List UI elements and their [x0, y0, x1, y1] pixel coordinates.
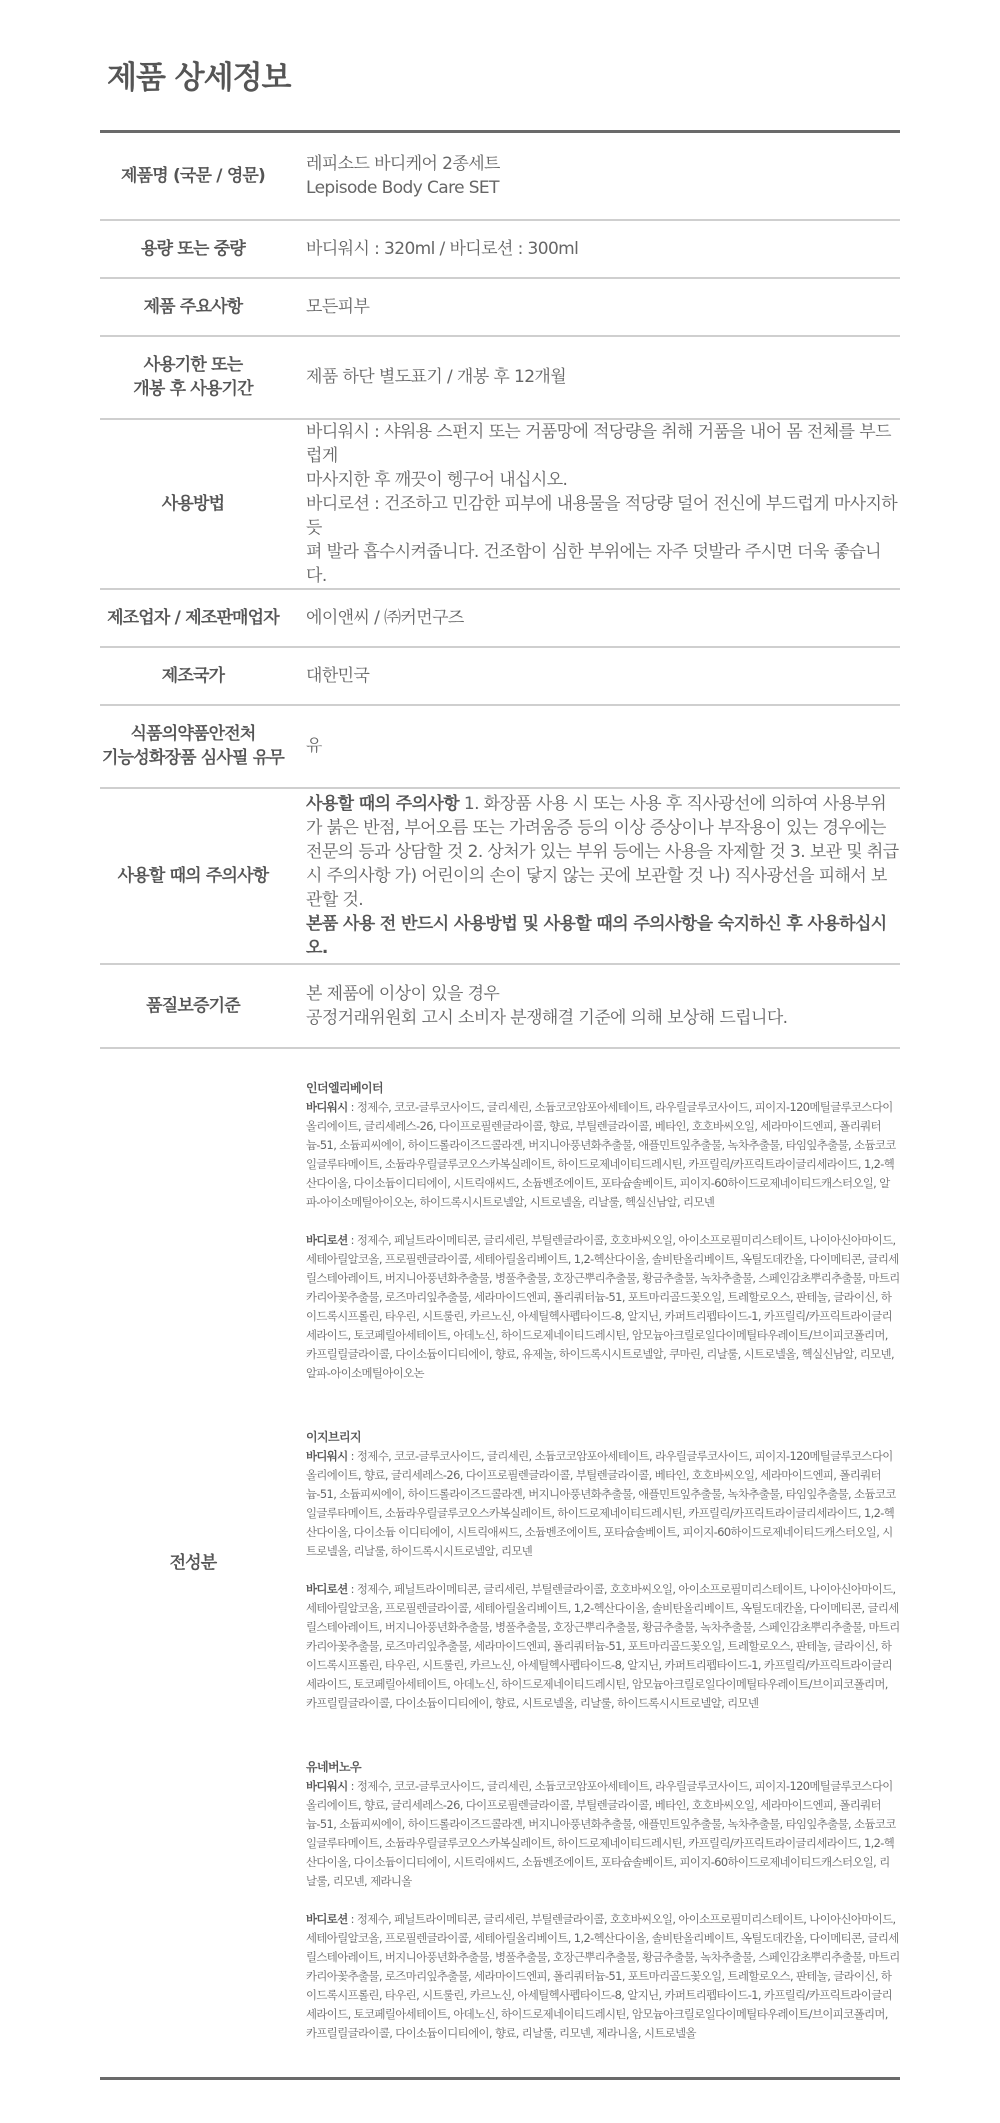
row-value — [306, 964, 900, 1048]
value-line: 모든피부 — [306, 296, 370, 317]
row-label: 제조국가 — [100, 647, 286, 705]
table-row — [100, 964, 900, 1048]
value-line: 공정거래위원회 고시 소비자 분쟁해결 기준에 의해 보상해 드립니다. — [306, 1007, 788, 1028]
row-label: 사용기한 또는 개봉 후 사용기간 — [100, 336, 286, 419]
brand-name: 인더엘리베이터 — [306, 1080, 383, 1095]
value-line: 본 제품에 이상이 있을 경우 — [306, 983, 500, 1004]
value-line: 제품 하단 별도표기 / 개봉 후 12개월 — [306, 367, 567, 387]
value-line: 펴 발라 흡수시켜줍니다. 건조함이 심한 부위에는 자주 덧발라 주시면 더욱 좋습니다. — [306, 541, 881, 586]
value-line: 레피소드 바디케어 2종세트 — [306, 153, 500, 174]
row-value — [306, 419, 900, 589]
value-line: 바디로션 : 건조하고 민감한 피부에 내용물을 적당량 덜어 전신에 부드럽게 마사지하듯 — [306, 493, 898, 538]
body-wash-ingredients: 바디워시 : 정제수, 코코-글루코사이드, 글리세린, 소듐코코암포아세테이트, 라우릴글루코사이드, 피이지-120메틸글루코스다이올리에이트, 향료, 글리세레스-26, 다이프로필렌글라이콜, 부틸렌글라이콜, 베타인, 호호바씨오일, 세라마이드엔피, 폴리쿼터늄-51, 소듐피씨에이, 하이드롤라이즈드콜라겐, 버지니아풍년화추출물, 애플민트잎추출물, 녹차추출물, 타임잎추출물, 소듐코코일글루타메이트, 소듐라우릴글루코오스카복실레이트, 하이드로제네이티드레시틴, 카프릴릭/카프릭트라이글리세라이드, 1,2-헥산다이올, 다이소듐이디티에이, 시트릭애씨드, 소듐벤조에이트, 포타슘솔베이트, 피이지-60하이드로제네이티드캐스터오일, 리날룰, 리모넨, 제라니올 — [306, 1778, 896, 1888]
table-row — [100, 278, 900, 336]
table-row — [100, 132, 900, 220]
value-line: 바디워시 : 샤워용 스펀지 또는 거품망에 적당량을 취해 거품을 내어 몸 전체를 부드럽게 — [306, 421, 891, 466]
table-row — [100, 419, 900, 589]
value-line: Lepisode Body Care SET — [306, 177, 499, 198]
page-title: 제품 상세정보 — [107, 60, 291, 96]
caution-body: 1. 화장품 사용 시 또는 사용 후 직사광선에 의하여 사용부위가 붉은 반점, 부어오름 또는 가려움증 등의 이상 증상이나 부작용이 있는 경우에는 전문의 등과 상담할 것 2. 상처가 있는 부위 등에는 사용을 자제할 것 3. 보관 및 취급 시 주의사항 가) 어린이의 손이 닿지 않는 곳에 보관할 것 나) 직사광선을 피해서 보관할 것. — [306, 793, 899, 910]
row-value — [306, 132, 900, 220]
product-spec-table — [100, 130, 900, 2080]
row-label: 전성분 — [100, 1048, 286, 2079]
row-label: 제조업자 / 제조판매업자 — [100, 589, 286, 647]
value-line: 마사지한 후 깨끗이 헹구어 내십시오. — [306, 469, 568, 490]
table-row — [100, 705, 900, 788]
body-wash-ingredients: 바디워시 : 정제수, 코코-글루코사이드, 글리세린, 소듐코코암포아세테이트, 라우릴글루코사이드, 피이지-120메틸글루코스다이올리에이트, 향료, 글리세레스-26, 다이프로필렌글라이콜, 부틸렌글라이콜, 베타인, 호호바씨오일, 세라마이드엔피, 폴리쿼터늄-51, 소듐피씨에이, 하이드롤라이즈드콜라겐, 버지니아풍년화추출물, 애플민트잎추출물, 녹차추출물, 타임잎추출물, 소듐코코일글루타메이트, 소듐라우릴글루코오스카복실레이트, 하이드로제네이티드레시틴, 카프릴릭/카프릭트라이글리세라이드, 1,2-헥산다이올, 다이소듐 이디티에이, 시트릭애씨드, 소듐벤조에이트, 포타슘솔베이트, 피이지-60하이드로제네이티드캐스터오일, 시트로넬올, 리날룰, 하이드록시시트로넬알, 리모넨 — [306, 1448, 896, 1558]
caution-notice: 본품 사용 전 반드시 사용방법 및 사용할 때의 주의사항을 숙지하신 후 사용하십시오. — [306, 913, 887, 958]
row-label: 식품의약품안전처 기능성화장품 심사필 유무 — [100, 705, 286, 788]
row-value — [306, 589, 900, 647]
row-label: 용량 또는 중량 — [100, 220, 286, 278]
row-label: 사용할 때의 주의사항 — [100, 788, 286, 964]
value-line: 유 — [306, 736, 322, 756]
table-row — [100, 1048, 900, 2079]
row-value — [306, 278, 900, 336]
body-wash-ingredients: 바디워시 : 정제수, 코코-글루코사이드, 글리세린, 소듐코코암포아세테이트, 라우릴글루코사이드, 피이지-120메틸글루코스다이올리에이트, 글리세레스-26, 다이프로필렌글라이콜, 향료, 부틸렌글라이콜, 베타인, 호호바씨오일, 세라마이드엔피, 폴리쿼터늄-51, 소듐피씨에이, 하이드롤라이즈드콜라겐, 버지니아풍년화추출물, 애플민트잎추출물, 녹차추출물, 타임잎추출물, 소듐코코일글루타메이트, 소듐라우릴글루코오스카복실레이트, 하이드로제네이티드레시틴, 카프릴릭/카프릭트라이글리세라이드, 1,2-헥산다이올, 다이소듐이디티에이, 시트릭애씨드, 소듐벤조에이트, 포타슘솔베이트, 피이지-60하이드로제네이티드캐스터오일, 알파-아이소메틸아이오논, 하이드록시시트로넬알, 시트로넬올, 리날룰, 헥실신남알, 리모넨 — [306, 1099, 896, 1209]
caution-heading: 사용할 때의 주의사항 — [306, 793, 460, 814]
row-value — [306, 647, 900, 705]
row-label: 제품명 (국문 / 영문) — [100, 132, 286, 220]
brand-block — [306, 1758, 900, 2043]
brand-block — [306, 1079, 900, 1383]
ingredients-list — [306, 1048, 900, 2079]
value-line: 바디워시 : 320ml / 바디로션 : 300ml — [306, 238, 579, 259]
row-value — [306, 705, 900, 788]
row-value — [306, 220, 900, 278]
table-row — [100, 336, 900, 419]
body-lotion-ingredients: 바디로션 : 정제수, 페닐트라이메티콘, 글리세린, 부틸렌글라이콜, 호호바씨오일, 아이소프로필미리스테이트, 나이아신아마이드, 세테아릴알코올, 프로필렌글라이콜, 세테아릴올리베이트, 1,2-헥산다이올, 솔비탄올리베이트, 옥틸도데칸올, 다이메티콘, 글리세릴스테아레이트, 버지니아풍년화추출물, 병풀추출물, 호장근뿌리추출물, 황금추출물, 녹차추출물, 스페인감초뿌리추출물, 마트리카리아꽃추출물, 로즈마리잎추출물, 세라마이드엔피, 폴리쿼터늄-51, 포트마리골드꽃오일, 트레할로오스, 판테놀, 글라이신, 하이드록시프롤린, 타우린, 시트룰린, 카르노신, 아세틸헥사펩타이드-8, 알지닌, 카퍼트리펩타이드-1, 카프릴릭/카프릭트라이글리세라이드, 토코페릴아세테이트, 아데노신, 하이드로제네이티드레시틴, 암모늄아크릴로일다이메틸타우레이트/브이피코폴리머, 카프릴릴글라이콜, 다이소듐이디티에이, 향료, 유제놀, 하이드록시시트로넬알, 쿠마린, 리날룰, 시트로넬올, 헥실신남알, 리모넨, 알파-아이소메틸아이오논 — [306, 1232, 900, 1380]
table-row — [100, 647, 900, 705]
brand-block — [306, 1428, 900, 1713]
brand-name: 이지브리지 — [306, 1429, 361, 1444]
body-lotion-ingredients: 바디로션 : 정제수, 페닐트라이메티콘, 글리세린, 부틸렌글라이콜, 호호바씨오일, 아이소프로필미리스테이트, 나이아신아마이드, 세테아릴알코올, 프로필렌글라이콜, 세테아릴올리베이트, 1,2-헥산다이올, 솔비탄올리베이트, 옥틸도데칸올, 다이메티콘, 글리세릴스테아레이트, 버지니아풍년화추출물, 병풀추출물, 호장근뿌리추출물, 황금추출물, 녹차추출물, 스페인감초뿌리추출물, 마트리카리아꽃추출물, 로즈마리잎추출물, 세라마이드엔피, 폴리쿼터늄-51, 포트마리골드꽃오일, 트레할로오스, 판테놀, 글라이신, 하이드록시프롤린, 타우린, 시트룰린, 카르노신, 아세틸헥사펩타이드-8, 알지닌, 카퍼트리펩타이드-1, 카프릴릭/카프릭트라이글리세라이드, 토코페릴아세테이트, 아데노신, 하이드로제네이티드레시틴, 암모늄아크릴로일다이메틸타우레이트/브이피코폴리머, 카프릴릴글라이콜, 다이소듐이디티에이, 향료, 시트로넬올, 리날룰, 하이드록시시트로넬알, 리모넨 — [306, 1581, 900, 1710]
body-lotion-ingredients: 바디로션 : 정제수, 페닐트라이메티콘, 글리세린, 부틸렌글라이콜, 호호바씨오일, 아이소프로필미리스테이트, 나이아신아마이드, 세테아릴알코올, 프로필렌글라이콜, 세테아릴올리베이트, 1,2-헥산다이올, 솔비탄올리베이트, 옥틸도데칸올, 다이메티콘, 글리세릴스테아레이트, 버지니아풍년화추출물, 병풀추출물, 호장근뿌리추출물, 황금추출물, 녹차추출물, 스페인감초뿌리추출물, 마트리카리아꽃추출물, 로즈마리잎추출물, 세라마이드엔피, 폴리쿼터늄-51, 포트마리골드꽃오일, 트레할로오스, 판테놀, 글라이신, 하이드록시프롤린, 타우린, 시트룰린, 카르노신, 아세틸헥사펩타이드-8, 알지닌, 카퍼트리펩타이드-1, 카프릴릭/카프릭트라이글리세라이드, 토코페릴아세테이트, 아데노신, 하이드로제네이티드레시틴, 암모늄아크릴로일다이메틸타우레이트/브이피코폴리머, 카프릴릴글라이콜, 다이소듐이디티에이, 향료, 리날룰, 리모넨, 제라니올, 시트로넬올 — [306, 1911, 900, 2040]
row-label: 사용방법 — [100, 419, 286, 589]
row-value — [306, 336, 900, 419]
brand-name: 유네버노우 — [306, 1759, 361, 1774]
row-label: 제품 주요사항 — [100, 278, 286, 336]
value-line: 대한민국 — [306, 665, 370, 686]
table-row — [100, 220, 900, 278]
table-row — [100, 589, 900, 647]
value-line: 에이앤씨 / ㈜커먼구즈 — [306, 607, 464, 628]
caution-text — [306, 788, 900, 964]
table-row — [100, 788, 900, 964]
row-label: 품질보증기준 — [100, 964, 286, 1048]
